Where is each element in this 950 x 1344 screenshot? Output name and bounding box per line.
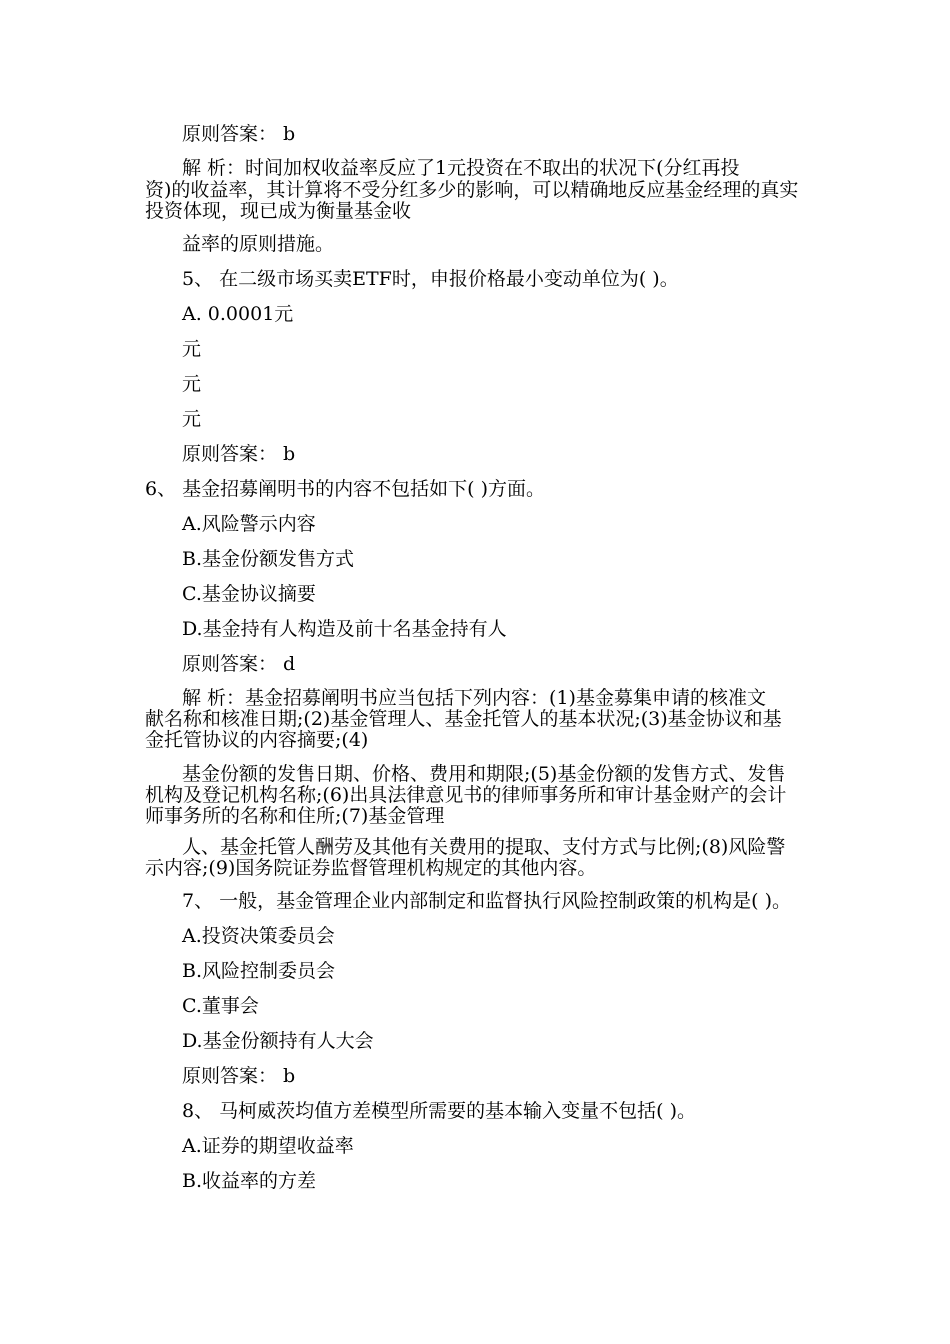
option-c: C.基金协议摘要	[182, 583, 316, 605]
analysis-text: 示内容;(9)国务院证券监督管理机构规定的其他内容。	[145, 857, 597, 879]
analysis-text: 投资体现，现已成为衡量基金收	[145, 200, 412, 222]
answer-label: 原则答案： b	[182, 1065, 296, 1087]
analysis-text: 金托管协议的内容摘要;(4)	[145, 729, 369, 751]
analysis-text: 资)的收益率，其计算将不受分红多少的影响，可以精确地反应基金经理的真实	[145, 179, 799, 201]
option-a: A. 0.0001元	[182, 303, 294, 325]
analysis-text: 师事务所的名称和住所;(7)基金管理	[145, 805, 445, 827]
answer-label: 原则答案： d	[182, 653, 296, 675]
option-a: A.证券的期望收益率	[182, 1135, 354, 1157]
answer-label: 原则答案： b	[182, 443, 296, 465]
analysis-text: 机构及登记机构名称;(6)出具法律意见书的律师事务所和审计基金财产的会计	[145, 784, 787, 806]
option-line: 元	[182, 408, 202, 430]
option-b: B.风险控制委员会	[182, 960, 336, 982]
option-d: D.基金份额持有人大会	[182, 1030, 374, 1052]
analysis-text: 人、基金托管人酬劳及其他有关费用的提取、支付方式与比例;(8)风险警	[182, 836, 786, 858]
option-b: B.收益率的方差	[182, 1170, 317, 1192]
option-a: A.投资决策委员会	[182, 925, 335, 947]
option-d: D.基金持有人构造及前十名基金持有人	[182, 618, 507, 640]
option-c: C.董事会	[182, 995, 259, 1017]
option-line: 元	[182, 373, 202, 395]
option-a: A.风险警示内容	[182, 513, 316, 535]
question-7: 7、 一般，基金管理企业内部制定和监督执行风险控制政策的机构是( )。	[182, 890, 791, 912]
analysis-text: 基金份额的发售日期、价格、费用和期限;(5)基金份额的发售方式、发售	[182, 763, 786, 785]
analysis-text: 解 析：时间加权收益率反应了1元投资在不取出的状况下(分红再投	[182, 157, 740, 179]
analysis-text: 献名称和核准日期;(2)基金管理人、基金托管人的基本状况;(3)基金协议和基	[145, 708, 782, 730]
answer-label: 原则答案： b	[182, 123, 296, 145]
question-8: 8、 马柯威茨均值方差模型所需要的基本输入变量不包括( )。	[182, 1100, 696, 1122]
question-6: 6、 基金招募阐明书的内容不包括如下( )方面。	[145, 478, 545, 500]
option-line: 元	[182, 338, 202, 360]
question-5: 5、 在二级市场买卖ETF时，申报价格最小变动单位为( )。	[182, 268, 679, 290]
analysis-text: 解 析：基金招募阐明书应当包括下列内容：(1)基金募集申请的核准文	[182, 687, 766, 709]
option-b: B.基金份额发售方式	[182, 548, 355, 570]
analysis-text: 益率的原则措施。	[182, 233, 335, 255]
